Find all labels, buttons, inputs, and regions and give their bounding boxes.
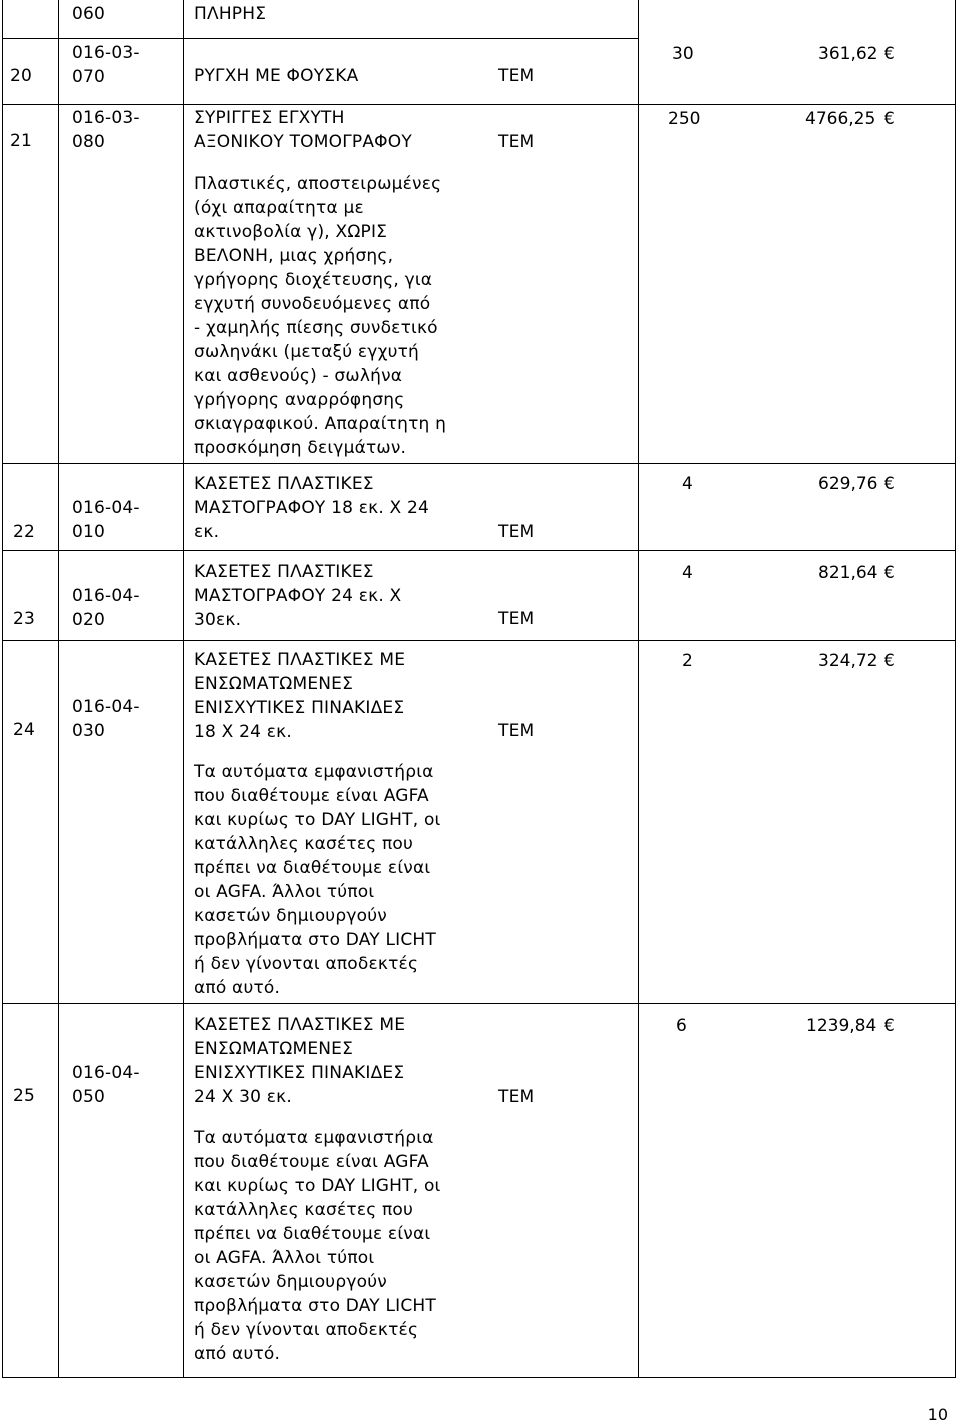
- item-code: 016-03- 080: [72, 108, 140, 152]
- column-divider: [183, 0, 184, 1378]
- row-number: 24: [13, 720, 36, 740]
- item-description: ΚΑΣΕΤΕΣ ΠΛΑΣΤΙΚΕΣ ΜΑΣΤΟΓΡΑΦΟΥ 24 εκ. Χ 30εκ.: [194, 562, 402, 630]
- item-note: Τα αυτόματα εμφανιστήρια που διαθέτουμε είναι AGFA και κυρίως το DAY LIGHT, οι κατάλληλες κασέτες που πρέπει να διαθέτουμε είναι οι AGFA. Άλλοι τύποι κασετών δημιουργούν προβλήματα στο DAY LICHT ή δεν γίνονται αποδεκτές από αυτό.: [194, 1128, 441, 1364]
- row-number: 23: [13, 609, 36, 629]
- top-row-description: ΠΛΗΡΗΣ: [194, 4, 267, 24]
- quantity: 2: [682, 651, 693, 671]
- column-divider: [638, 0, 639, 1378]
- price: 324,72: [818, 651, 878, 671]
- unit: ΤΕΜ: [498, 609, 535, 629]
- top-row-code: 060: [72, 4, 106, 24]
- row-divider: [2, 1003, 956, 1004]
- euro-sign-icon: €: [884, 651, 895, 671]
- euro-sign-icon: €: [884, 44, 895, 64]
- quantity: 250: [668, 109, 701, 129]
- euro-sign-icon: €: [884, 563, 895, 583]
- item-description: ΡΥΓΧΗ ΜΕ ΦΟΥΣΚΑ: [194, 66, 359, 86]
- price: 4766,25: [805, 109, 876, 129]
- unit: ΤΕΜ: [498, 1087, 535, 1107]
- row-divider: [2, 463, 956, 464]
- price: 1239,84: [806, 1016, 877, 1036]
- row-number: 21: [10, 131, 33, 151]
- unit: ΤΕΜ: [498, 721, 535, 741]
- euro-sign-icon: €: [884, 1016, 895, 1036]
- euro-sign-icon: €: [884, 109, 895, 129]
- row-divider: [2, 550, 956, 551]
- euro-sign-icon: €: [884, 474, 895, 494]
- column-divider: [58, 0, 59, 1378]
- item-description: ΣΥΡΙΓΓΕΣ ΕΓΧΥΤΗ ΑΞΟΝΙΚΟΥ ΤΟΜΟΓΡΑΦΟΥ: [194, 108, 412, 152]
- table-border-left: [2, 0, 3, 1378]
- table-border-right: [955, 0, 956, 1378]
- unit: ΤΕΜ: [498, 522, 535, 542]
- item-code: 016-04- 030: [72, 697, 140, 741]
- quantity: 6: [676, 1016, 687, 1036]
- item-description: ΚΑΣΕΤΕΣ ΠΛΑΣΤΙΚΕΣ ΜΑΣΤΟΓΡΑΦΟΥ 18 εκ. Χ 24 εκ.: [194, 474, 430, 542]
- quantity: 30: [672, 44, 694, 64]
- item-code: 016-04- 050: [72, 1063, 140, 1107]
- price: 361,62: [818, 44, 878, 64]
- row-divider: [2, 104, 956, 105]
- page-number: 10: [927, 1405, 948, 1424]
- row-number: 25: [13, 1086, 36, 1106]
- price: 821,64: [818, 563, 878, 583]
- table-border-bottom: [2, 1377, 956, 1378]
- row-divider: [2, 38, 639, 39]
- item-description: ΚΑΣΕΤΕΣ ΠΛΑΣΤΙΚΕΣ ΜΕ ΕΝΣΩΜΑΤΩΜΕΝΕΣ ΕΝΙΣΧΥΤΙΚΕΣ ΠΙΝΑΚΙΔΕΣ 24 Χ 30 εκ.: [194, 1015, 406, 1107]
- price: 629,76: [818, 474, 878, 494]
- item-note: Τα αυτόματα εμφανιστήρια που διαθέτουμε είναι AGFA και κυρίως το DAY LIGHT, οι κατάλληλες κασέτες που πρέπει να διαθέτουμε είναι οι AGFA. Άλλοι τύποι κασετών δημιουργούν προβλήματα στο DAY LICHT ή δεν γίνονται αποδεκτές από αυτό.: [194, 762, 441, 998]
- item-code: 016-03- 070: [72, 43, 140, 87]
- row-divider: [2, 640, 956, 641]
- quantity: 4: [682, 563, 693, 583]
- item-note: Πλαστικές, αποστειρωμένες (όχι απαραίτητα με ακτινοβολία γ), ΧΩΡΙΣ ΒΕΛΟΝΗ, μιας χρήσης, γρήγορης διοχέτευσης, για εγχυτή συνοδευόμενες από - χαμηλής πίεσης συνδετικό σωληνάκι (μεταξύ εγχυτή και ασθενούς) - σωλήνα γρήγορης αναρρόφησης σκιαγραφικού. Απαραίτητη η προσκόμηση δειγμάτων.: [194, 174, 447, 458]
- item-code: 016-04- 020: [72, 586, 140, 630]
- quantity: 4: [682, 474, 693, 494]
- item-code: 016-04- 010: [72, 498, 140, 542]
- unit: ΤΕΜ: [498, 66, 535, 86]
- unit: ΤΕΜ: [498, 132, 535, 152]
- row-number: 22: [13, 522, 36, 542]
- item-description: ΚΑΣΕΤΕΣ ΠΛΑΣΤΙΚΕΣ ΜΕ ΕΝΣΩΜΑΤΩΜΕΝΕΣ ΕΝΙΣΧΥΤΙΚΕΣ ΠΙΝΑΚΙΔΕΣ 18 Χ 24 εκ.: [194, 650, 406, 742]
- row-number: 20: [10, 66, 33, 86]
